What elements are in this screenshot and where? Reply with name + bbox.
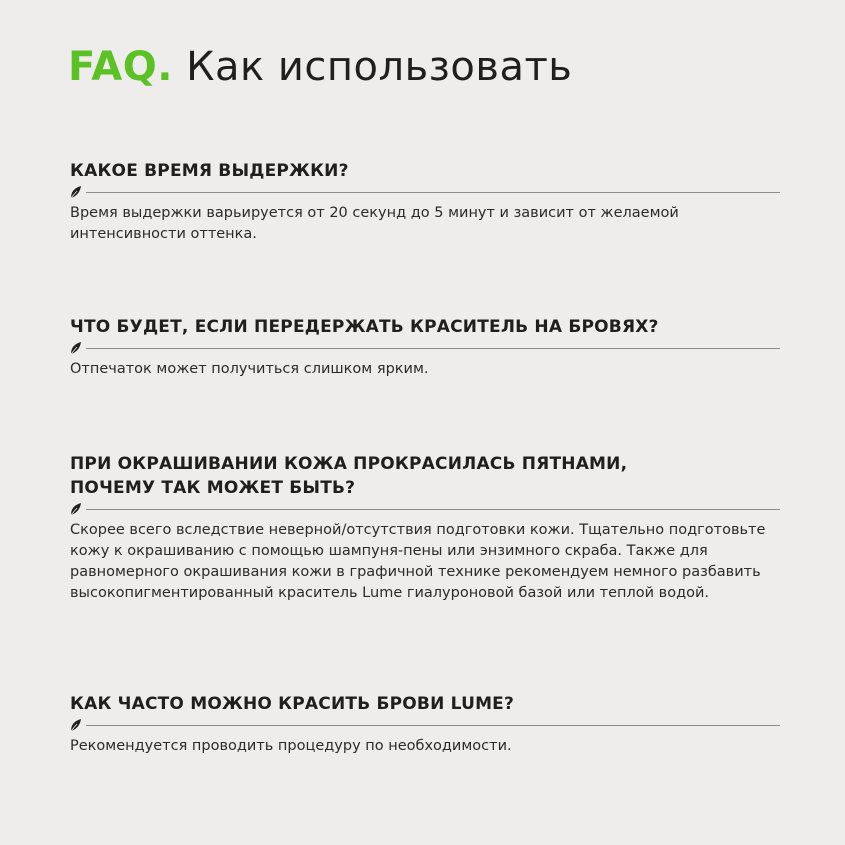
divider	[70, 502, 780, 516]
divider	[70, 718, 780, 732]
faq-question: КАКОЕ ВРЕМЯ ВЫДЕРЖКИ?	[70, 161, 349, 181]
divider	[70, 341, 780, 355]
leaf-icon	[70, 502, 82, 516]
faq-item	[70, 452, 780, 604]
title-text: Как использовать	[186, 44, 573, 90]
faq-question: ПРИ ОКРАШИВАНИИ КОЖА ПРОКРАСИЛАСЬ ПЯТНАМИ, ПОЧЕМУ ТАК МОЖЕТ БЫТЬ?	[70, 454, 628, 498]
faq-question: ЧТО БУДЕТ, ЕСЛИ ПЕРЕДЕРЖАТЬ КРАСИТЕЛЬ НА БРОВЯХ?	[70, 317, 659, 337]
faq-answer: Отпечаток может получиться слишком ярким.	[70, 361, 429, 377]
faq-label: FAQ.	[68, 44, 173, 90]
faq-question: КАК ЧАСТО МОЖНО КРАСИТЬ БРОВИ LUME?	[70, 694, 515, 714]
faq-answer: Время выдержки варьируется от 20 секунд до 5 минут и зависит от желаемой интенсивности оттенка.	[70, 205, 679, 242]
page-title	[68, 40, 572, 94]
leaf-icon	[70, 718, 82, 732]
leaf-icon	[70, 185, 82, 199]
divider	[70, 185, 780, 199]
leaf-icon	[70, 341, 82, 355]
faq-answer: Скорее всего вследствие неверной/отсутствия подготовки кожи. Тщательно подготовьте кожу к окрашиванию с помощью шампуня-пены или энзимного скраба. Также для равномерного окрашивания кожи в графичной технике рекомендуем немного разбавить высокопигментированный краситель Lume гиалуроновой базой или теплой водой.	[70, 522, 766, 601]
faq-answer: Рекомендуется проводить процедуру по необходимости.	[70, 738, 512, 754]
faq-item	[70, 692, 780, 757]
faq-item	[70, 159, 780, 245]
faq-item	[70, 315, 780, 380]
